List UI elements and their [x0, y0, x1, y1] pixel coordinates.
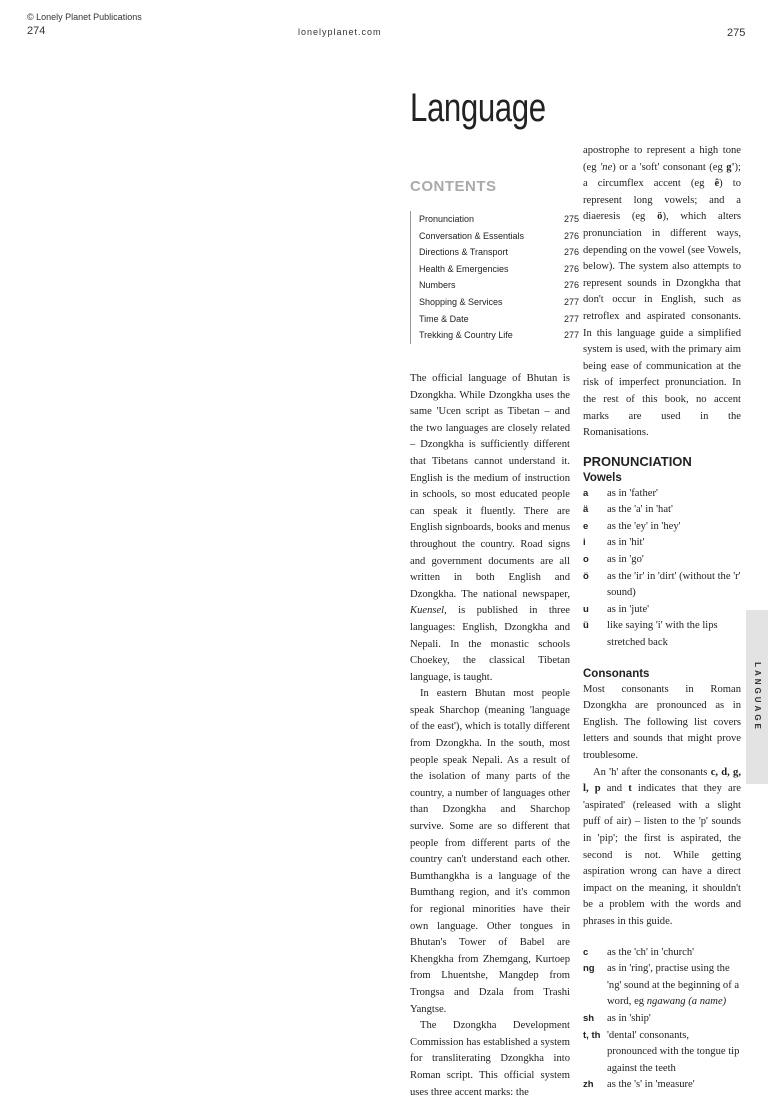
toc-item[interactable]: Trekking & Country Life 277	[419, 330, 579, 341]
consonants-list	[583, 945, 741, 1094]
contents-heading: CONTENTS	[410, 178, 497, 195]
accent-paragraph: apostrophe to represent a high tone (eg 'ne) or a 'soft' consonant (eg g'); a circumflex accent (eg ê) to represent long vowels; and a diaeresis (eg ö), which alters pronunciation in different ways, depending on the vowel (see Vowels, below). The system also attempts to represent sounds in Dzongkha that don't occur in English, such as retroflex and aspirated consonants. In this language guide a simplified system is used, with the primary aim being ease of communication at the risk of imperfect pronunciation. In the rest of this book, no accent marks are used in the Romanisations.	[583, 145, 741, 439]
list-item: zh as the 's' in 'measure'	[583, 1079, 695, 1091]
list-item: sh as in 'ship'	[583, 1012, 651, 1024]
right-page-number: 275	[727, 27, 746, 39]
copyright-notice: © Lonely Planet Publications	[27, 12, 142, 22]
list-item: u as in 'jute'	[583, 603, 650, 615]
site-url[interactable]: lonelyplanet.com	[298, 27, 382, 37]
list-item: c as the 'ch' in 'church'	[583, 946, 695, 958]
consonants-intro: Most consonants in Roman Dzongkha are pronounced as in English. The following list covers letters and sounds that might prove troublesome.	[583, 683, 741, 761]
consonants-heading: Consonants	[583, 667, 650, 680]
section-side-tab[interactable]	[746, 610, 768, 784]
toc-item[interactable]: Directions & Transport 276	[419, 247, 579, 258]
chapter-title: Language	[410, 86, 546, 130]
side-tab-label: LANGUAGE	[753, 662, 762, 732]
toc-item[interactable]: Pronunciation 275	[419, 214, 579, 224]
list-item: o as in 'go'	[583, 554, 644, 566]
regional-languages-paragraph: In eastern Bhutan most people speak Sharchop (meaning 'language of the east'), which is totally different from Dzongkha. In the south, most people speak Nepali. As a result of the isolation of many parts of the country, a number of languages other than Dzongkha and Sharchop survive. Some are so different that people from different parts of the country can't understand each other. Bumthangkha is a language of the Bumthang region, and it's common for regional minorities have their own language. Other tongues in Bhutan's Tower of Babel are Khengkha from Zhemgang, Kurtoep from Lhuentshe, Mangdep from Trongsa and Dzala from Trashi Yangtse.	[410, 688, 570, 1015]
list-item: t, th 'dental' consonants, pronounced with the tongue tip against the teeth	[583, 1029, 740, 1074]
list-item: i as in 'hit'	[583, 537, 645, 549]
newspaper-name: Kuensel	[410, 605, 445, 617]
toc-item[interactable]: Shopping & Services 277	[419, 296, 579, 307]
pronunciation-heading: PRONUNCIATION	[583, 453, 692, 469]
toc-item[interactable]: Health & Emergencies 276	[419, 263, 579, 274]
list-item: e as the 'ey' in 'hey'	[583, 520, 681, 532]
vowels-heading: Vowels	[583, 471, 622, 484]
transliteration-paragraph: The Dzongkha Development Commission has established a system for transliterating Dzongkha into Roman script. This official system uses three accent marks: the	[410, 1020, 570, 1098]
intro-paragraph: The official language of Bhutan is Dzongkha. While Dzongkha uses the same 'Ucen script as Tibetan – and the two languages are closely related – Dzongkha is sufficiently different that Tibetans cannot understand it. English is the medium of instruction in schools, so most educated people can speak it fluently. There are English signboards, books and menus throughout the country. Road signs and government documents are all written in both English and Dzongkha. The national newspaper, Kuensel, is published in three languages: English, Dzongkha and Nepali. In the monastic schools Choekey, the classical Tibetan language, is taught.	[410, 373, 570, 683]
list-item: ü like saying 'i' with the lips stretched back	[583, 620, 718, 649]
vowels-list	[583, 486, 741, 652]
right-text-column	[583, 143, 741, 1094]
list-item: ö as the 'ir' in 'dirt' (without the 'r' sound)	[583, 570, 741, 599]
list-item: a as in 'father'	[583, 487, 658, 499]
left-text-column	[410, 371, 570, 1101]
list-item: ng as in 'ring', practise using the 'ng' sound at the beginning of a word, eg ngawang (a name)	[583, 963, 740, 1008]
toc-item[interactable]: Conversation & Essentials 276	[419, 230, 579, 241]
toc-item[interactable]: Numbers 276	[419, 280, 579, 291]
toc-item[interactable]: Time & Date 277	[419, 313, 579, 324]
contents-list	[410, 211, 579, 344]
aspiration-paragraph: An 'h' after the consonants c, d, g, l, p and t indicates that they are 'aspirated' (released with a slight puff of air) – listen to the 'p' sounds in 'pip'; the first is aspirated, the second is not. While getting aspiration wrong can have a direct impact on the meaning, it shouldn't be a problem with the words and phrases in this guide.	[583, 766, 741, 927]
left-page-number: 274	[27, 25, 46, 37]
list-item: ä as the 'a' in 'hat'	[583, 504, 673, 516]
